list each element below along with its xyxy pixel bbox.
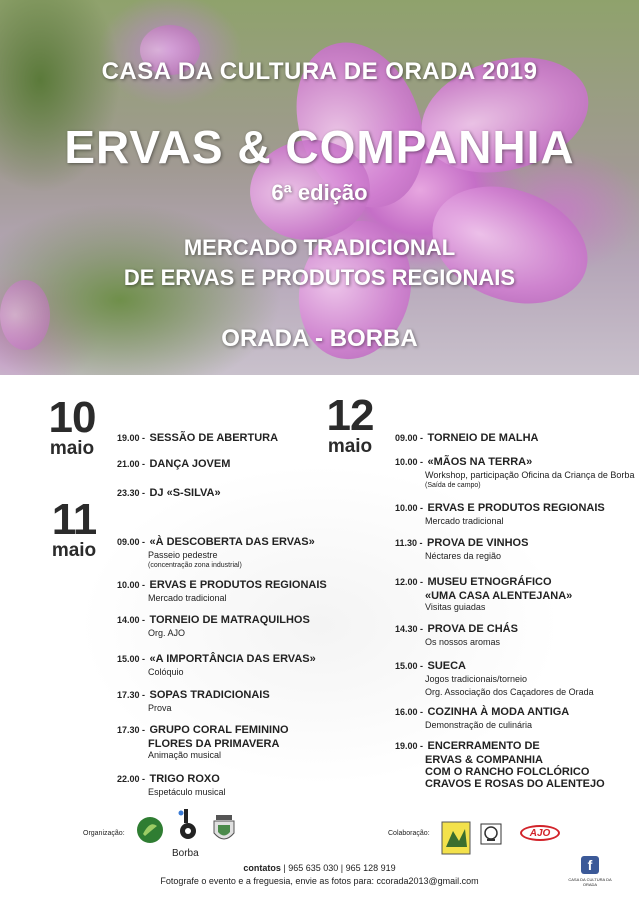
coat-of-arms-icon [210, 813, 238, 847]
event-title: ENCERRAMENTO DE [427, 740, 540, 752]
event-description: Espetáculo musical [148, 787, 226, 797]
event-description: Mercado tradicional [425, 516, 504, 526]
borba-label: Borba [172, 848, 199, 859]
event-description: Os nossos aromas [425, 637, 501, 647]
event-item [117, 454, 230, 472]
event-item [395, 428, 539, 446]
event-description: Org. AJO [148, 628, 186, 638]
event-time: 15.00 - [117, 654, 146, 664]
day-number: 11 [51, 495, 97, 544]
event-title: GRUPO CORAL FEMININO [149, 724, 289, 736]
market-heading-line1: MERCADO TRADICIONAL [183, 235, 456, 260]
event-title-line4: CRAVOS E ROSAS DO ALENTEJO [425, 778, 605, 790]
event-description: Visitas guiadas [425, 602, 486, 612]
event-title: SOPAS TRADICIONAIS [149, 689, 270, 701]
day-11 [44, 495, 104, 561]
event-item [117, 575, 327, 604]
location-label: ORADA - BORBA [221, 325, 418, 352]
edition-label: 6ª edição [271, 180, 368, 205]
event-item [395, 572, 572, 613]
event-description: Workshop, participação Oficina da Criança de Borba [425, 470, 635, 480]
event-item [395, 498, 605, 527]
day-number: 12 [326, 391, 374, 440]
event-description: Jogos tradicionais/torneio [425, 674, 528, 684]
event-item [117, 532, 315, 570]
market-heading [0, 233, 639, 293]
event-time: 21.00 - [117, 459, 146, 469]
event-title: TORNEIO DE MATRAQUILHOS [149, 614, 310, 626]
freguesia-logo-icon [136, 816, 164, 844]
event-time: 16.00 - [395, 707, 424, 717]
phone-numbers: | 965 635 030 | 965 128 919 [280, 863, 396, 873]
day-month: maio [51, 540, 97, 561]
day-10 [42, 393, 102, 459]
event-description: Animação musical [148, 750, 222, 760]
event-title: PROVA DE VINHOS [426, 537, 529, 549]
event-title-line2: FLORES DA PRIMAVERA [148, 738, 280, 750]
event-title: «A IMPORTÂNCIA DAS ERVAS» [149, 653, 316, 665]
event-title: «À DESCOBERTA DAS ERVAS» [149, 536, 315, 548]
day-month: maio [49, 438, 95, 459]
event-time: 10.00 - [395, 457, 424, 467]
event-note: (Saída de campo) [425, 482, 481, 489]
event-note: (concentração zona industrial) [148, 562, 242, 569]
event-title: MUSEU ETNOGRÁFICO [427, 576, 552, 588]
contacts-label: contatos [243, 863, 281, 873]
event-time: 10.00 - [117, 580, 146, 590]
event-item [395, 736, 605, 790]
event-title-line2: ERVAS & COMPANHIA [425, 754, 543, 766]
event-time: 12.00 - [395, 577, 424, 587]
event-description: Demonstração de culinária [425, 720, 533, 730]
event-organizer: Org. Associação dos Caçadores de Orada [425, 687, 594, 697]
event-item [117, 769, 226, 798]
event-time: 17.30 - [117, 725, 146, 735]
event-item [117, 685, 270, 714]
event-time: 19.00 - [117, 433, 146, 443]
event-title: SESSÃO DE ABERTURA [149, 432, 279, 444]
event-item [395, 619, 518, 648]
event-title: TRIGO ROXO [149, 773, 220, 785]
event-item [117, 610, 310, 639]
event-time: 10.00 - [395, 503, 424, 513]
event-time: 14.30 - [395, 624, 424, 634]
ajo-logo: AJO [520, 825, 560, 841]
day-month: maio [327, 436, 373, 457]
contacts-line [0, 863, 639, 873]
event-title-line2: «UMA CASA ALENTEJANA» [425, 590, 573, 602]
event-title: PROVA DE CHÁS [427, 623, 518, 635]
event-item [117, 428, 278, 446]
borba-logo-icon [176, 807, 198, 843]
org-label: Organização: [83, 830, 125, 837]
event-title-line3: COM O RANCHO FOLCLÓRICO [425, 766, 590, 778]
event-description: Passeio pedestre [148, 550, 218, 560]
event-item [395, 702, 569, 731]
event-title: SUECA [427, 660, 466, 672]
event-item [395, 656, 594, 698]
event-title: COZINHA À MODA ANTIGA [427, 706, 570, 718]
event-time: 19.00 - [395, 741, 424, 751]
event-time: 22.00 - [117, 774, 146, 784]
event-title: DANÇA JOVEM [149, 458, 231, 470]
event-item [395, 533, 528, 562]
event-time: 23.30 - [117, 488, 146, 498]
event-description: Mercado tradicional [148, 593, 227, 603]
collab-label: Colaboração: [388, 830, 430, 837]
event-title: DJ «S-SILVA» [149, 487, 221, 499]
hero-photo [0, 0, 639, 375]
event-time: 15.00 - [395, 661, 424, 671]
event-title: TORNEIO DE MALHA [427, 432, 539, 444]
hero-subtitle: CASA DA CULTURA DE ORADA 2019 [101, 58, 538, 85]
event-time: 09.00 - [395, 433, 424, 443]
event-description: Néctares da região [425, 551, 502, 561]
event-title: ERVAS E PRODUTOS REGIONAIS [149, 579, 327, 591]
event-description: Colóquio [148, 667, 184, 677]
event-time: 17.30 - [117, 690, 146, 700]
hunters-association-icon [480, 823, 502, 845]
collaborator-logo-icon [441, 821, 471, 855]
facebook-icon[interactable]: f [581, 856, 599, 874]
event-item [117, 483, 221, 501]
schedule [0, 375, 639, 904]
event-item [117, 720, 289, 761]
event-time: 09.00 - [117, 537, 146, 547]
event-title: ERVAS E PRODUTOS REGIONAIS [427, 502, 605, 514]
market-heading-line2: DE ERVAS E PRODUTOS REGIONAIS [123, 265, 516, 290]
event-item [395, 452, 634, 490]
day-number: 10 [48, 393, 96, 442]
event-title: «MÃOS NA TERRA» [427, 456, 533, 468]
hero-title: ERVAS & COMPANHIA [64, 121, 575, 173]
event-time: 14.00 - [117, 615, 146, 625]
event-time: 11.30 - [395, 538, 423, 548]
day-12 [320, 391, 380, 457]
photo-invite: Fotografe o evento e a freguesia, envie as fotos para: ccorada2013@gmail.com [160, 876, 479, 886]
event-description: Prova [148, 703, 172, 713]
facebook-caption: CASA DA CULTURA DA ORADA [568, 877, 612, 887]
event-item [117, 649, 316, 678]
